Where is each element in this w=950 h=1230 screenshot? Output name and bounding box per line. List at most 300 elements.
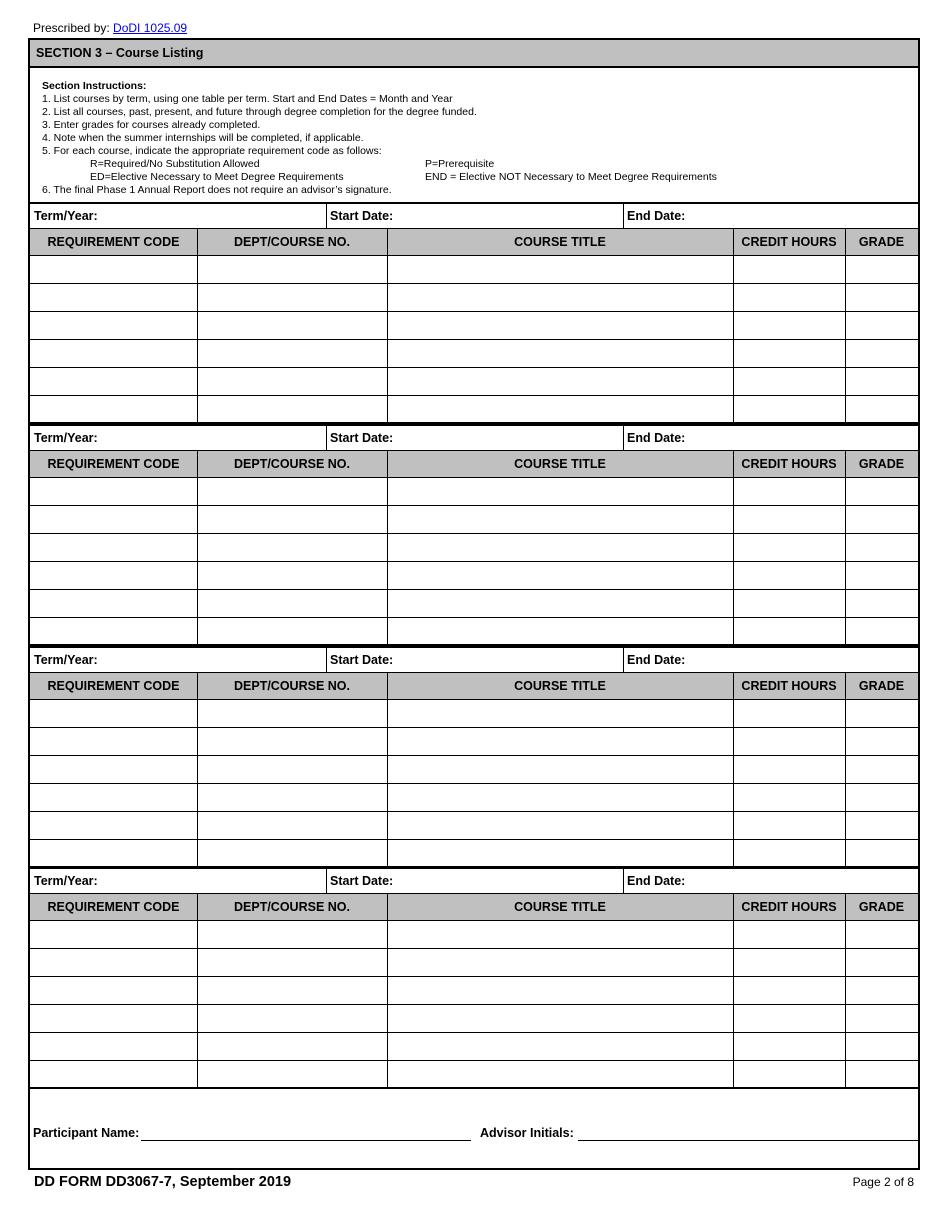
dept-course-cell[interactable]	[197, 478, 387, 505]
table-row	[30, 396, 918, 424]
column-divider	[197, 728, 198, 756]
column-divider	[845, 728, 846, 756]
course-title-cell[interactable]	[387, 1033, 733, 1060]
column-header-req: REQUIREMENT CODE	[47, 457, 180, 471]
column-divider	[197, 618, 198, 646]
credit-hours-cell[interactable]	[733, 756, 845, 783]
course-title-cell[interactable]	[387, 340, 733, 367]
course-title-cell[interactable]	[387, 312, 733, 339]
column-divider	[733, 728, 734, 756]
course-title-cell[interactable]	[387, 284, 733, 311]
column-divider	[387, 478, 388, 506]
term-divider	[623, 648, 624, 672]
column-divider	[845, 340, 846, 368]
credit-hours-cell[interactable]	[733, 784, 845, 811]
requirement-code-cell[interactable]	[30, 728, 197, 755]
grade-cell[interactable]	[845, 534, 918, 561]
table-row	[30, 340, 918, 368]
requirement-code-cell[interactable]	[30, 1005, 197, 1032]
column-divider	[733, 229, 734, 255]
column-divider	[387, 949, 388, 977]
column-divider	[197, 312, 198, 340]
dept-course-cell[interactable]	[197, 534, 387, 561]
course-title-cell[interactable]	[387, 949, 733, 976]
column-divider	[845, 673, 846, 699]
column-divider	[845, 478, 846, 506]
requirement-code-cell[interactable]	[30, 618, 197, 645]
grade-cell[interactable]	[845, 312, 918, 339]
column-divider	[845, 1061, 846, 1089]
requirement-codes	[42, 158, 717, 184]
term-divider	[326, 869, 327, 893]
column-divider	[197, 396, 198, 424]
column-divider	[845, 700, 846, 728]
column-divider	[733, 673, 734, 699]
column-divider	[197, 756, 198, 784]
term-row	[30, 202, 918, 228]
grade-cell[interactable]	[845, 340, 918, 367]
column-divider	[733, 562, 734, 590]
column-divider	[387, 1033, 388, 1061]
grade-cell[interactable]	[845, 812, 918, 839]
column-divider	[387, 590, 388, 618]
column-divider	[387, 451, 388, 477]
column-divider	[387, 673, 388, 699]
course-title-cell[interactable]	[387, 506, 733, 533]
requirement-code-cell[interactable]	[30, 1033, 197, 1060]
column-divider	[845, 562, 846, 590]
course-title-cell[interactable]	[387, 700, 733, 727]
column-divider	[845, 812, 846, 840]
column-divider	[845, 590, 846, 618]
column-divider	[733, 368, 734, 396]
dept-course-cell[interactable]	[197, 506, 387, 533]
column-divider	[197, 1005, 198, 1033]
column-divider	[197, 506, 198, 534]
column-divider	[387, 229, 388, 255]
column-header-dept: DEPT/COURSE NO.	[234, 235, 350, 249]
code-elective-necessary: ED=Elective Necessary to Meet Degree Requirements	[90, 171, 344, 183]
term-divider	[326, 204, 327, 228]
requirement-code-cell[interactable]	[30, 700, 197, 727]
requirement-code-cell[interactable]	[30, 921, 197, 948]
start-date-field[interactable]: Start Date:	[330, 431, 394, 445]
column-divider	[197, 840, 198, 868]
column-header-credit: CREDIT HOURS	[741, 900, 837, 914]
course-title-cell[interactable]	[387, 921, 733, 948]
column-divider	[845, 756, 846, 784]
grade-cell[interactable]	[845, 1005, 918, 1032]
column-divider	[197, 700, 198, 728]
table-row	[30, 1061, 918, 1089]
credit-hours-cell[interactable]	[733, 590, 845, 617]
dept-course-cell[interactable]	[197, 312, 387, 339]
dept-course-cell[interactable]	[197, 949, 387, 976]
requirement-code-cell[interactable]	[30, 506, 197, 533]
course-title-cell[interactable]	[387, 840, 733, 867]
column-divider	[387, 728, 388, 756]
column-divider	[733, 784, 734, 812]
instruction-1: 1. List courses by term, using one table per term. Start and End Dates = Month and Year	[42, 93, 453, 105]
column-divider	[733, 451, 734, 477]
column-divider	[197, 590, 198, 618]
signature-area	[30, 1090, 918, 1168]
start-date-field[interactable]: Start Date:	[330, 653, 394, 667]
dept-course-cell[interactable]	[197, 618, 387, 645]
grade-cell[interactable]	[845, 368, 918, 395]
grade-cell[interactable]	[845, 840, 918, 867]
course-title-cell[interactable]	[387, 256, 733, 283]
requirement-code-cell[interactable]	[30, 840, 197, 867]
start-date-field[interactable]: Start Date:	[330, 209, 394, 223]
table-row	[30, 534, 918, 562]
column-divider	[387, 506, 388, 534]
column-divider	[387, 812, 388, 840]
grade-cell[interactable]	[845, 506, 918, 533]
column-divider	[733, 700, 734, 728]
dept-course-cell[interactable]	[197, 1033, 387, 1060]
column-header-dept: DEPT/COURSE NO.	[234, 457, 350, 471]
dept-course-cell[interactable]	[197, 977, 387, 1004]
grade-cell[interactable]	[845, 784, 918, 811]
column-header-grade: GRADE	[858, 457, 905, 471]
requirement-code-cell[interactable]	[30, 368, 197, 395]
grade-cell[interactable]	[845, 700, 918, 727]
dept-course-cell[interactable]	[197, 590, 387, 617]
column-divider	[845, 534, 846, 562]
course-rows	[30, 921, 918, 1089]
end-date-field[interactable]: End Date:	[627, 431, 686, 445]
form-id: DD FORM DD3067-7, September 2019	[34, 1174, 292, 1190]
dept-course-cell[interactable]	[197, 812, 387, 839]
requirement-code-cell[interactable]	[30, 756, 197, 783]
table-row	[30, 562, 918, 590]
dept-course-cell[interactable]	[197, 1005, 387, 1032]
term-year-field[interactable]: Term/Year:	[34, 431, 98, 445]
column-divider	[733, 1005, 734, 1033]
column-divider	[845, 312, 846, 340]
column-header-credit: CREDIT HOURS	[741, 235, 837, 249]
table-row	[30, 284, 918, 312]
column-header-dept: DEPT/COURSE NO.	[234, 679, 350, 693]
grade-cell[interactable]	[845, 256, 918, 283]
requirement-code-cell[interactable]	[30, 284, 197, 311]
column-divider	[387, 562, 388, 590]
term-year-field[interactable]: Term/Year:	[34, 209, 98, 223]
column-divider	[845, 840, 846, 868]
instruction-4: 4. Note when the summer internships will be completed, if applicable.	[42, 132, 364, 144]
requirement-code-cell[interactable]	[30, 590, 197, 617]
column-divider	[197, 478, 198, 506]
credit-hours-cell[interactable]	[733, 812, 845, 839]
requirement-code-cell[interactable]	[30, 534, 197, 561]
column-divider	[733, 756, 734, 784]
course-title-cell[interactable]	[387, 728, 733, 755]
column-divider	[387, 894, 388, 920]
dept-course-cell[interactable]	[197, 562, 387, 589]
code-elective-not-necessary: END = Elective NOT Necessary to Meet Degree Requirements	[425, 171, 717, 183]
grade-cell[interactable]	[845, 1033, 918, 1060]
requirement-code-cell[interactable]	[30, 312, 197, 339]
column-divider	[845, 784, 846, 812]
end-date-field[interactable]: End Date:	[627, 874, 686, 888]
column-divider	[733, 506, 734, 534]
column-header-dept: DEPT/COURSE NO.	[234, 900, 350, 914]
column-divider	[733, 894, 734, 920]
table-row	[30, 506, 918, 534]
term-table	[30, 867, 918, 1089]
column-divider	[197, 229, 198, 255]
column-header-title: COURSE TITLE	[514, 679, 606, 693]
column-divider	[197, 812, 198, 840]
term-divider	[623, 204, 624, 228]
requirement-code-cell[interactable]	[30, 784, 197, 811]
grade-cell[interactable]	[845, 977, 918, 1004]
column-divider	[197, 921, 198, 949]
dept-course-cell[interactable]	[197, 784, 387, 811]
credit-hours-cell[interactable]	[733, 478, 845, 505]
grade-cell[interactable]	[845, 562, 918, 589]
grade-cell[interactable]	[845, 396, 918, 423]
dept-course-cell[interactable]	[197, 368, 387, 395]
credit-hours-cell[interactable]	[733, 1033, 845, 1060]
term-year-field[interactable]: Term/Year:	[34, 653, 98, 667]
column-divider	[197, 562, 198, 590]
instruction-2: 2. List all courses, past, present, and future through degree completion for the degree funded.	[42, 106, 477, 118]
grade-cell[interactable]	[845, 284, 918, 311]
dept-course-cell[interactable]	[197, 284, 387, 311]
end-date-field[interactable]: End Date:	[627, 653, 686, 667]
dept-course-cell[interactable]	[197, 728, 387, 755]
column-divider	[845, 451, 846, 477]
grade-cell[interactable]	[845, 949, 918, 976]
column-divider	[733, 340, 734, 368]
requirement-code-cell[interactable]	[30, 478, 197, 505]
column-divider	[845, 396, 846, 424]
advisor-initials-label: Advisor Initials:	[480, 1126, 574, 1140]
requirement-code-cell[interactable]	[30, 812, 197, 839]
credit-hours-cell[interactable]	[733, 921, 845, 948]
requirement-code-cell[interactable]	[30, 256, 197, 283]
column-divider	[387, 312, 388, 340]
dept-course-cell[interactable]	[197, 921, 387, 948]
grade-cell[interactable]	[845, 921, 918, 948]
course-title-cell[interactable]	[387, 784, 733, 811]
instruction-5: 5. For each course, indicate the appropriate requirement code as follows:	[42, 145, 382, 157]
column-divider	[387, 840, 388, 868]
table-row	[30, 756, 918, 784]
term-table	[30, 424, 918, 646]
credit-hours-cell[interactable]	[733, 728, 845, 755]
grade-cell[interactable]	[845, 618, 918, 645]
requirement-code-cell[interactable]	[30, 562, 197, 589]
term-table	[30, 202, 918, 424]
credit-hours-cell[interactable]	[733, 312, 845, 339]
table-row	[30, 312, 918, 340]
column-header-row	[30, 228, 918, 256]
column-header-req: REQUIREMENT CODE	[47, 900, 180, 914]
prescribed-label: Prescribed by:	[33, 21, 110, 35]
column-divider	[387, 534, 388, 562]
column-divider	[845, 949, 846, 977]
grade-cell[interactable]	[845, 1061, 918, 1088]
column-divider	[845, 506, 846, 534]
credit-hours-cell[interactable]	[733, 562, 845, 589]
column-divider	[387, 256, 388, 284]
table-row	[30, 368, 918, 396]
term-divider	[623, 426, 624, 450]
column-divider	[733, 977, 734, 1005]
course-title-cell[interactable]	[387, 812, 733, 839]
column-divider	[733, 1061, 734, 1089]
column-header-req: REQUIREMENT CODE	[47, 235, 180, 249]
start-date-field[interactable]: Start Date:	[330, 874, 394, 888]
table-row	[30, 1005, 918, 1033]
end-date-field[interactable]: End Date:	[627, 209, 686, 223]
advisor-initials-field[interactable]	[578, 1140, 918, 1141]
page-number: Page 2 of 8	[852, 1175, 914, 1189]
column-divider	[845, 1033, 846, 1061]
grade-cell[interactable]	[845, 590, 918, 617]
requirement-code-cell[interactable]	[30, 340, 197, 367]
grade-cell[interactable]	[845, 478, 918, 505]
column-divider	[197, 1061, 198, 1089]
column-divider	[197, 1033, 198, 1061]
column-header-title: COURSE TITLE	[514, 900, 606, 914]
column-divider	[733, 284, 734, 312]
column-header-grade: GRADE	[858, 235, 905, 249]
table-row	[30, 812, 918, 840]
dept-course-cell[interactable]	[197, 1061, 387, 1088]
column-divider	[387, 921, 388, 949]
column-divider	[733, 1033, 734, 1061]
term-divider	[326, 648, 327, 672]
column-divider	[197, 284, 198, 312]
column-divider	[387, 784, 388, 812]
column-divider	[845, 977, 846, 1005]
dept-course-cell[interactable]	[197, 756, 387, 783]
column-divider	[197, 784, 198, 812]
column-header-row	[30, 450, 918, 478]
table-row	[30, 590, 918, 618]
column-header-credit: CREDIT HOURS	[741, 679, 837, 693]
column-divider	[733, 812, 734, 840]
credit-hours-cell[interactable]	[733, 340, 845, 367]
column-divider	[733, 534, 734, 562]
course-title-cell[interactable]	[387, 396, 733, 423]
table-row	[30, 256, 918, 284]
credit-hours-cell[interactable]	[733, 284, 845, 311]
credit-hours-cell[interactable]	[733, 368, 845, 395]
credit-hours-cell[interactable]	[733, 1005, 845, 1032]
column-divider	[845, 256, 846, 284]
term-row	[30, 424, 918, 450]
column-divider	[197, 949, 198, 977]
grade-cell[interactable]	[845, 728, 918, 755]
dept-course-cell[interactable]	[197, 396, 387, 423]
credit-hours-cell[interactable]	[733, 840, 845, 867]
column-divider	[845, 1005, 846, 1033]
credit-hours-cell[interactable]	[733, 256, 845, 283]
dept-course-cell[interactable]	[197, 840, 387, 867]
credit-hours-cell[interactable]	[733, 977, 845, 1004]
course-title-cell[interactable]	[387, 618, 733, 645]
table-row	[30, 700, 918, 728]
course-title-cell[interactable]	[387, 756, 733, 783]
column-header-row	[30, 672, 918, 700]
course-rows	[30, 256, 918, 424]
column-divider	[387, 700, 388, 728]
course-title-cell[interactable]	[387, 977, 733, 1004]
table-row	[30, 949, 918, 977]
participant-name-field[interactable]	[141, 1140, 471, 1141]
column-divider	[197, 368, 198, 396]
course-rows	[30, 478, 918, 646]
column-header-grade: GRADE	[858, 679, 905, 693]
requirement-code-cell[interactable]	[30, 396, 197, 423]
dept-course-cell[interactable]	[197, 700, 387, 727]
requirement-code-cell[interactable]	[30, 977, 197, 1004]
column-divider	[845, 229, 846, 255]
column-divider	[845, 368, 846, 396]
table-row	[30, 840, 918, 868]
grade-cell[interactable]	[845, 756, 918, 783]
course-title-cell[interactable]	[387, 590, 733, 617]
column-divider	[733, 590, 734, 618]
term-year-field[interactable]: Term/Year:	[34, 874, 98, 888]
column-divider	[387, 284, 388, 312]
course-title-cell[interactable]	[387, 562, 733, 589]
course-title-cell[interactable]	[387, 478, 733, 505]
column-divider	[845, 618, 846, 646]
table-row	[30, 784, 918, 812]
course-title-cell[interactable]	[387, 1061, 733, 1088]
term-divider	[623, 869, 624, 893]
column-header-title: COURSE TITLE	[514, 235, 606, 249]
column-divider	[845, 894, 846, 920]
instructions-title: Section Instructions:	[42, 80, 147, 92]
table-row	[30, 618, 918, 646]
course-title-cell[interactable]	[387, 534, 733, 561]
column-divider	[197, 256, 198, 284]
column-divider	[387, 368, 388, 396]
requirement-code-cell[interactable]	[30, 1061, 197, 1088]
column-divider	[733, 396, 734, 424]
course-title-cell[interactable]	[387, 1005, 733, 1032]
column-header-title: COURSE TITLE	[514, 457, 606, 471]
dodi-link[interactable]: DoDI 1025.09	[113, 21, 188, 35]
column-divider	[387, 618, 388, 646]
credit-hours-cell[interactable]	[733, 949, 845, 976]
requirement-code-cell[interactable]	[30, 949, 197, 976]
column-divider	[387, 396, 388, 424]
column-divider	[387, 977, 388, 1005]
column-divider	[387, 340, 388, 368]
credit-hours-cell[interactable]	[733, 700, 845, 727]
term-row	[30, 646, 918, 672]
dept-course-cell[interactable]	[197, 340, 387, 367]
credit-hours-cell[interactable]	[733, 1061, 845, 1088]
instruction-3: 3. Enter grades for courses already completed.	[42, 119, 261, 131]
dept-course-cell[interactable]	[197, 256, 387, 283]
column-divider	[733, 618, 734, 646]
column-divider	[197, 451, 198, 477]
credit-hours-cell[interactable]	[733, 396, 845, 423]
credit-hours-cell[interactable]	[733, 618, 845, 645]
credit-hours-cell[interactable]	[733, 506, 845, 533]
course-title-cell[interactable]	[387, 368, 733, 395]
credit-hours-cell[interactable]	[733, 534, 845, 561]
